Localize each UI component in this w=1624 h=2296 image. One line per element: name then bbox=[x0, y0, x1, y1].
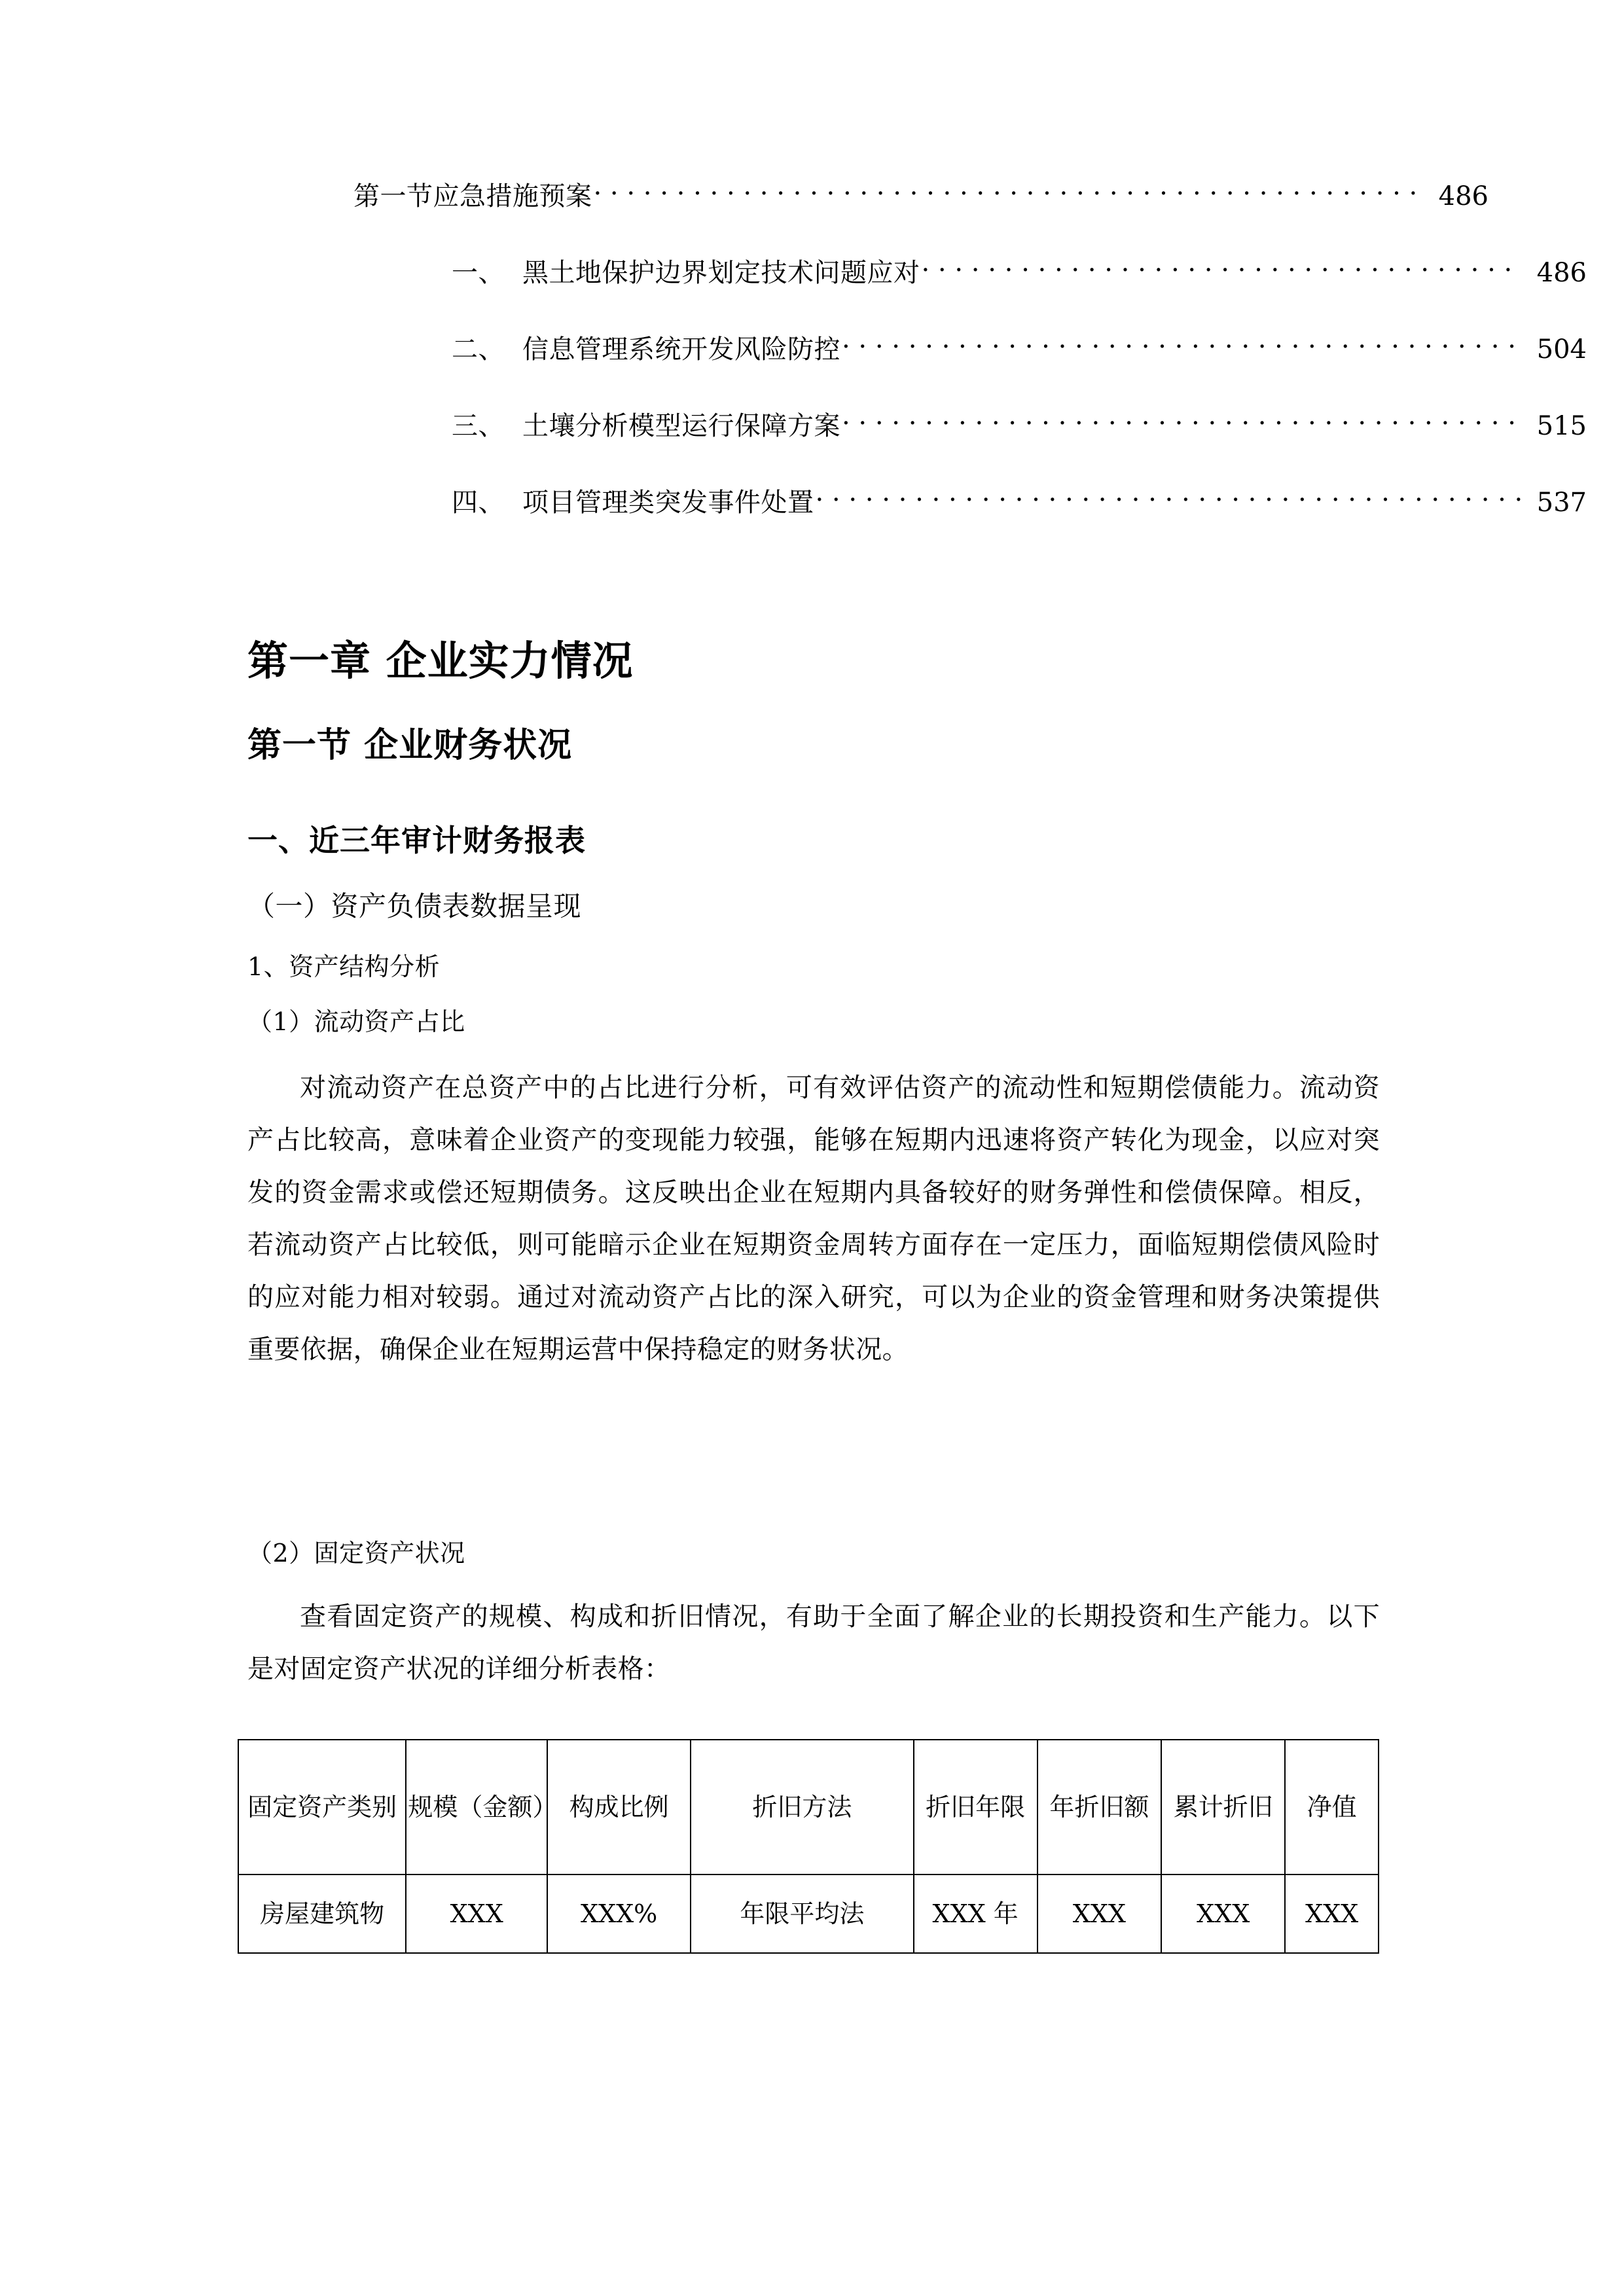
toc-entry[interactable] bbox=[247, 405, 1587, 442]
toc-page-number: 504 bbox=[1536, 334, 1587, 365]
table-cell: XXX bbox=[1285, 1874, 1379, 1953]
toc-leader-dots bbox=[842, 332, 1523, 358]
point-heading-2: （2）固定资产状况 bbox=[247, 1539, 465, 1568]
toc-page-number: 515 bbox=[1536, 411, 1587, 441]
table-cell: XXX bbox=[1038, 1874, 1161, 1953]
toc-entry-title: 土壤分析模型运行保障方案 bbox=[522, 411, 840, 441]
toc-leader-dots bbox=[842, 408, 1523, 435]
table-cell: XXX 年 bbox=[914, 1874, 1038, 1953]
toc-entry-title: 项目管理类突发事件处置 bbox=[522, 488, 814, 518]
toc-entry[interactable] bbox=[247, 175, 1489, 213]
toc-entry[interactable] bbox=[247, 252, 1587, 289]
fixed-asset-table bbox=[238, 1739, 1379, 1954]
toc-entry-label bbox=[353, 175, 592, 213]
toc-entry-label bbox=[452, 252, 920, 289]
toc-entry-title: 黑土地保护边界划定技术问题应对 bbox=[522, 258, 920, 288]
table-cell: XXX bbox=[406, 1874, 547, 1953]
table-body bbox=[238, 1874, 1379, 1953]
table-header-cell: 构成比例 bbox=[547, 1740, 691, 1874]
toc-entry-number: 四、 bbox=[452, 488, 505, 518]
table-header-cell: 累计折旧 bbox=[1161, 1740, 1285, 1874]
toc-entry-label bbox=[452, 405, 840, 442]
toc-entry-label bbox=[452, 329, 840, 366]
point-heading-1: （1）流动资产占比 bbox=[247, 1007, 465, 1036]
toc-entry-number: 一、 bbox=[452, 258, 505, 288]
table-cell: 房屋建筑物 bbox=[238, 1874, 406, 1953]
body-paragraph-2: 查看固定资产的规模、构成和折旧情况，有助于全面了解企业的长期投资和生产能力。以下是对固定资产状况的详细分析表格： bbox=[247, 1602, 1380, 1684]
toc-entry-number: 二、 bbox=[452, 334, 505, 365]
subitem-heading: 1、资产结构分析 bbox=[247, 952, 441, 981]
toc-leader-dots bbox=[922, 255, 1523, 281]
chapter-heading: 第一章 企业实力情况 bbox=[247, 637, 634, 685]
toc-entry-number: 三、 bbox=[452, 411, 505, 441]
toc-entry[interactable] bbox=[247, 329, 1587, 366]
table-header-cell: 年折旧额 bbox=[1038, 1740, 1161, 1874]
table-row bbox=[238, 1874, 1379, 1953]
toc-page-number: 537 bbox=[1536, 488, 1587, 518]
toc-entry-number: 第一节 bbox=[353, 181, 433, 211]
toc-entry-title: 应急措施预案 bbox=[433, 181, 592, 211]
table-cell: XXX bbox=[1161, 1874, 1285, 1953]
table-cell: 年限平均法 bbox=[691, 1874, 913, 1953]
table-of-contents bbox=[247, 175, 1587, 519]
table-header-cell: 净值 bbox=[1285, 1740, 1379, 1874]
toc-leader-dots bbox=[594, 179, 1425, 205]
toc-page-number: 486 bbox=[1536, 258, 1587, 288]
table-cell: XXX% bbox=[547, 1874, 691, 1953]
table-header-cell: 固定资产类别 bbox=[238, 1740, 406, 1874]
item-heading: （一）资产负债表数据呈现 bbox=[247, 890, 582, 922]
toc-entry[interactable] bbox=[247, 482, 1587, 519]
subsection-heading: 一、近三年审计财务报表 bbox=[247, 823, 586, 858]
body-paragraph-1: 对流动资产在总资产中的占比进行分析，可有效评估资产的流动性和短期偿债能力。流动资产占比较高，意味着企业资产的变现能力较强，能够在短期内迅速将资产转化为现金，以应对突发的资金需求或偿还短期债务。这反映出企业在短期内具备较好的财务弹性和偿债保障。相反，若流动资产占比较低，则可能暗示企业在短期资金周转方面存在一定压力，面临短期偿债风险时的应对能力相对较弱。通过对流动资产占比的深入研究，可以为企业的资金管理和财务决策提供重要依据，确保企业在短期运营中保持稳定的财务状况。 bbox=[247, 1073, 1380, 1365]
table-header-cell: 折旧方法 bbox=[691, 1740, 913, 1874]
toc-entry-title: 信息管理系统开发风险防控 bbox=[522, 334, 840, 365]
toc-page-number: 486 bbox=[1438, 181, 1489, 211]
table-header bbox=[238, 1740, 1379, 1874]
section-heading: 第一节 企业财务状况 bbox=[247, 725, 573, 765]
toc-leader-dots bbox=[816, 485, 1523, 511]
table-header-row bbox=[238, 1740, 1379, 1874]
table-header-cell: 规模（金额） bbox=[406, 1740, 547, 1874]
table-header-cell: 折旧年限 bbox=[914, 1740, 1038, 1874]
toc-entry-label bbox=[452, 482, 814, 519]
